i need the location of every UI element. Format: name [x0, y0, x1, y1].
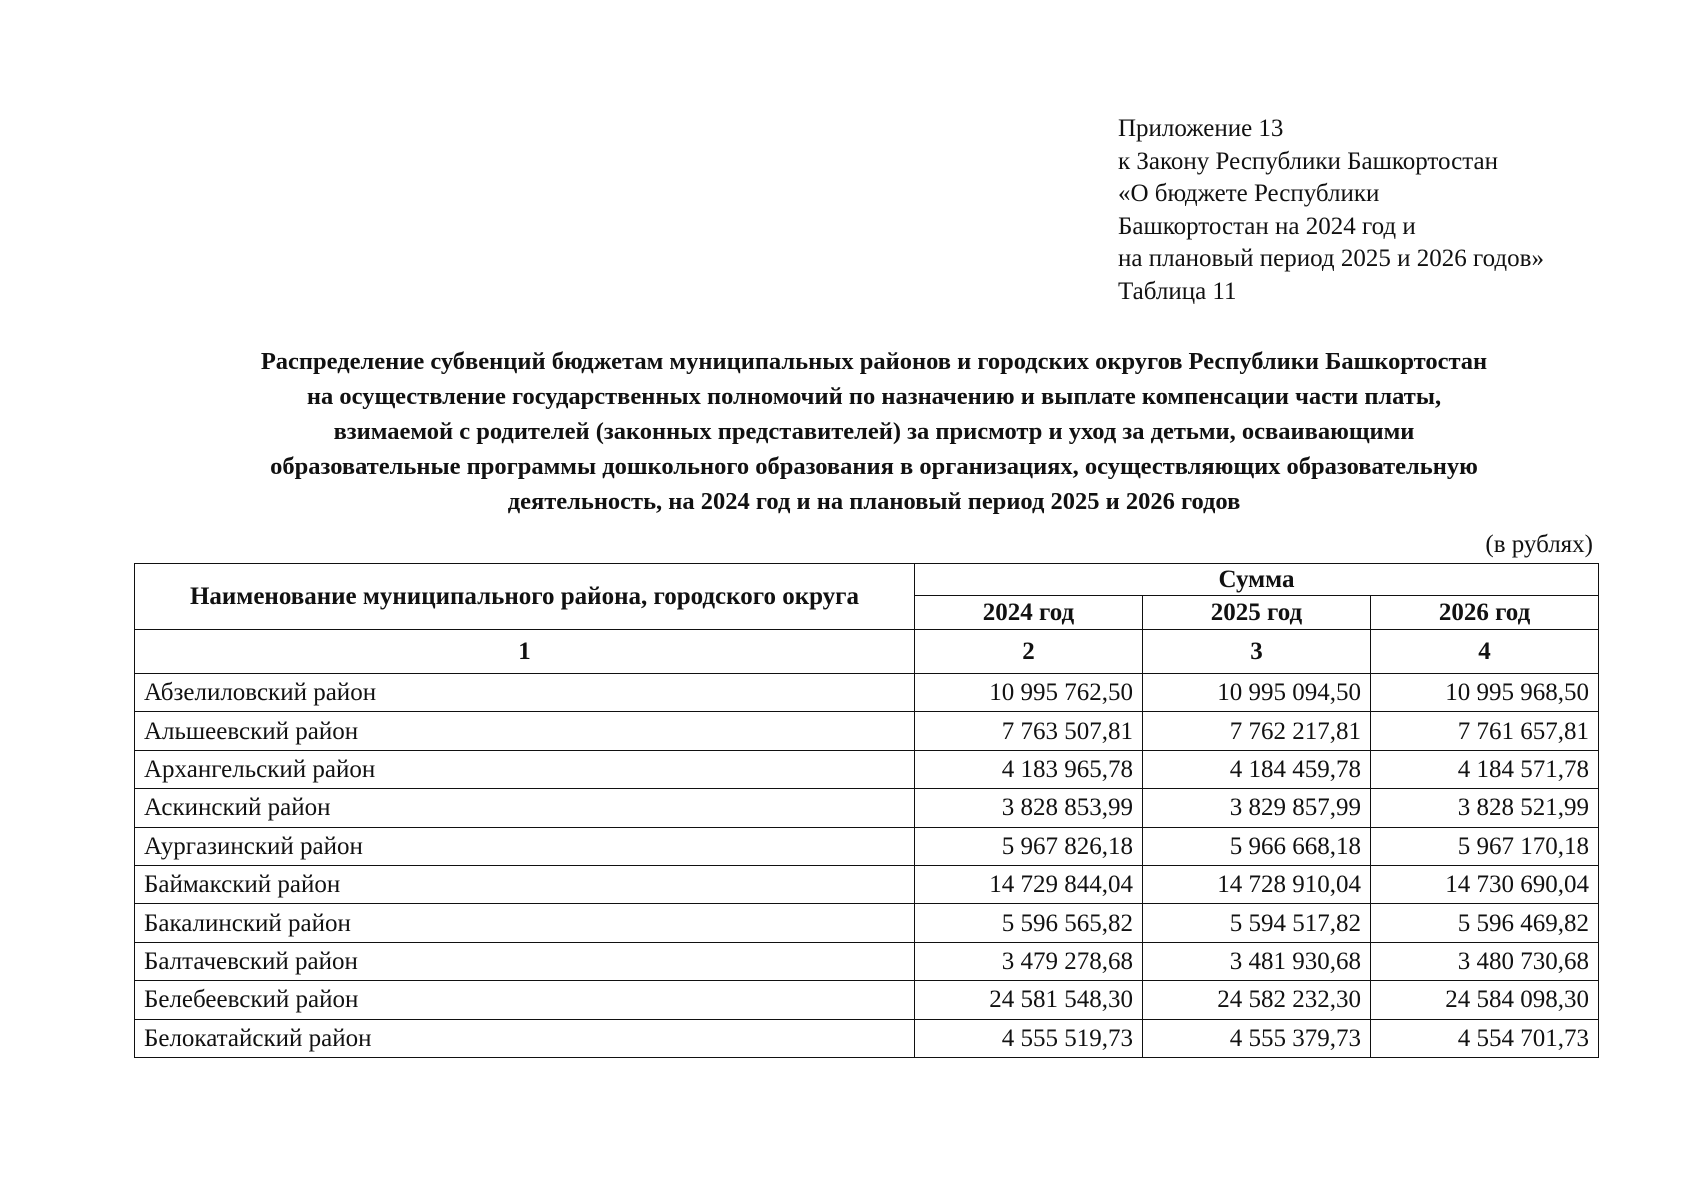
table-row — [135, 674, 1599, 712]
table-row — [135, 904, 1599, 942]
header-year-2025: 2025 год — [1143, 596, 1371, 630]
district-name: Бакалинский район — [135, 904, 915, 942]
appendix-line: Таблица 11 — [1118, 277, 1237, 305]
amount-2026: 5 596 469,82 — [1371, 904, 1599, 942]
appendix-line: к Закону Республики Башкортостан — [1118, 147, 1498, 175]
district-name: Белебеевский район — [135, 981, 915, 1019]
table-row — [135, 942, 1599, 980]
amount-2026: 3 828 521,99 — [1371, 789, 1599, 827]
title-line: образовательные программы дошкольного образования в организациях, осуществляющих образовательную — [270, 453, 1478, 480]
column-number: 2 — [915, 630, 1143, 674]
amount-2024: 24 581 548,30 — [915, 981, 1143, 1019]
amount-2024: 5 596 565,82 — [915, 904, 1143, 942]
amount-2025: 5 966 668,18 — [1143, 827, 1371, 865]
amount-2025: 3 481 930,68 — [1143, 942, 1371, 980]
district-name: Альшеевский район — [135, 712, 915, 750]
table-row — [135, 750, 1599, 788]
column-number: 4 — [1371, 630, 1599, 674]
amount-2026: 24 584 098,30 — [1371, 981, 1599, 1019]
amount-2025: 3 829 857,99 — [1143, 789, 1371, 827]
amount-2026: 5 967 170,18 — [1371, 827, 1599, 865]
amount-2025: 4 184 459,78 — [1143, 750, 1371, 788]
amount-2026: 3 480 730,68 — [1371, 942, 1599, 980]
table-row — [135, 865, 1599, 903]
amount-2025: 24 582 232,30 — [1143, 981, 1371, 1019]
amount-2024: 3 828 853,99 — [915, 789, 1143, 827]
header-district-name: Наименование муниципального района, городского округа — [135, 564, 915, 630]
district-name: Белокатайский район — [135, 1019, 915, 1057]
district-name: Аургазинский район — [135, 827, 915, 865]
amount-2026: 4 554 701,73 — [1371, 1019, 1599, 1057]
district-name: Абзелиловский район — [135, 674, 915, 712]
district-name: Баймакский район — [135, 865, 915, 903]
amount-2026: 7 761 657,81 — [1371, 712, 1599, 750]
appendix-line: Приложение 13 — [1118, 115, 1284, 142]
district-name: Архангельский район — [135, 750, 915, 788]
amount-2024: 3 479 278,68 — [915, 942, 1143, 980]
table-header — [135, 564, 1599, 674]
amount-2025: 7 762 217,81 — [1143, 712, 1371, 750]
amount-2024: 10 995 762,50 — [915, 674, 1143, 712]
amount-2025: 5 594 517,82 — [1143, 904, 1371, 942]
title-line: деятельность, на 2024 год и на плановый период 2025 и 2026 годов — [507, 488, 1241, 515]
appendix-reference — [1118, 113, 1544, 308]
amount-2025: 4 555 379,73 — [1143, 1019, 1371, 1057]
amount-2026: 14 730 690,04 — [1371, 865, 1599, 903]
table-body — [135, 674, 1599, 1058]
amount-2025: 10 995 094,50 — [1143, 674, 1371, 712]
column-number: 1 — [135, 630, 915, 674]
amount-2024: 4 555 519,73 — [915, 1019, 1143, 1057]
units-note: (в рублях) — [1485, 531, 1593, 558]
title-line: на осуществление государственных полномочий по назначению и выплате компенсации части платы, — [306, 383, 1442, 410]
amount-2024: 14 729 844,04 — [915, 865, 1143, 903]
amount-2024: 7 763 507,81 — [915, 712, 1143, 750]
amount-2024: 4 183 965,78 — [915, 750, 1143, 788]
column-number: 3 — [1143, 630, 1371, 674]
table-row — [135, 981, 1599, 1019]
appendix-line: «О бюджете Республики — [1118, 180, 1380, 207]
amount-2024: 5 967 826,18 — [915, 827, 1143, 865]
district-name: Балтачевский район — [135, 942, 915, 980]
amount-2025: 14 728 910,04 — [1143, 865, 1371, 903]
title-line: взимаемой с родителей (законных представителей) за присмотр и уход за детьми, осваивающими — [333, 418, 1415, 445]
header-year-2024: 2024 год — [915, 596, 1143, 630]
table-row — [135, 789, 1599, 827]
amount-2026: 10 995 968,50 — [1371, 674, 1599, 712]
table-row — [135, 712, 1599, 750]
amount-2026: 4 184 571,78 — [1371, 750, 1599, 788]
appendix-line: Башкортостан на 2024 год и — [1118, 212, 1416, 240]
header-sum: Сумма — [915, 564, 1599, 596]
district-name: Аскинский район — [135, 789, 915, 827]
table-row — [135, 827, 1599, 865]
document-title — [134, 344, 1614, 519]
header-year-2026: 2026 год — [1371, 596, 1599, 630]
table-row — [135, 1019, 1599, 1057]
appendix-line: на плановый период 2025 и 2026 годов» — [1118, 245, 1544, 272]
subvention-table — [134, 563, 1599, 1058]
title-line: Распределение субвенций бюджетам муниципальных районов и городских округов Республики Башкортостан — [260, 348, 1488, 375]
